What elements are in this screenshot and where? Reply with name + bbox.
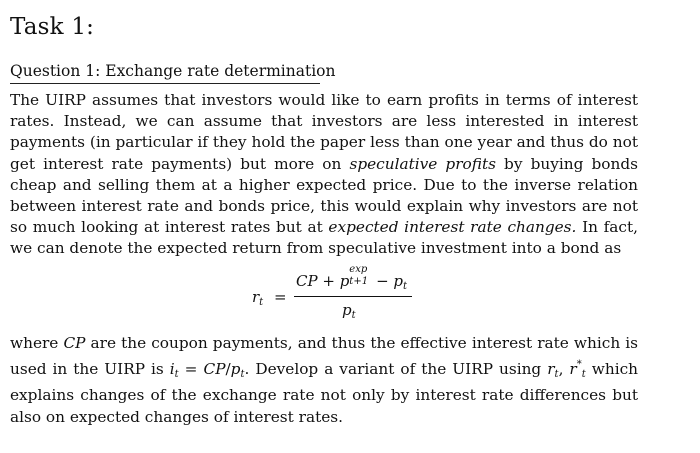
- paragraph1-text-1: The UIRP assumes that investors would like to earn profits in terms of interest rates. Instead, we can assume that investors are less interested in interest payments (in particular if they hold the paper less than one year and thus do not get interest rate payments) but more on: [10, 91, 638, 173]
- formula-equals: =: [274, 288, 287, 306]
- formula-den-sub: t: [351, 310, 356, 321]
- formula-numerator: [296, 264, 408, 292]
- formula-p-next-scripts: [349, 264, 371, 287]
- formula-p-current: p: [393, 272, 404, 290]
- formula-p-next: p: [339, 272, 350, 290]
- formula-lhs-sub: t: [259, 297, 264, 308]
- formula-fraction-bar: [294, 296, 412, 297]
- question-heading: Question 1: Exchange rate determination: [10, 62, 336, 80]
- return-formula: [252, 264, 452, 324]
- paragraph2-p-sub: t: [240, 369, 245, 381]
- paragraph2-text-1: where: [10, 334, 64, 352]
- paragraph2-cp2: CP: [203, 360, 226, 379]
- formula-p-next-sub: t+1: [349, 276, 369, 287]
- paragraph-uirp-description: [10, 90, 638, 260]
- task-title: Task 1:: [10, 14, 95, 40]
- paragraph2-eq: =: [178, 360, 204, 379]
- formula-lhs: [252, 288, 263, 308]
- emphasis-expected-interest-rate-changes: expected interest rate changes.: [328, 218, 577, 237]
- paragraph2-text-4: which explains changes of the exchange rate not only by interest rate differences but also on expected changes of interest rates.: [10, 360, 639, 426]
- paragraph2-comma: ,: [558, 360, 570, 379]
- paragraph2-p: p: [230, 360, 241, 379]
- paragraph2-i: i: [169, 360, 175, 379]
- paragraph2-text-2: are the coupon payments, and thus the effective interest rate which is used in the UIRP is: [10, 334, 638, 379]
- paragraph2-r-sub: t: [554, 369, 559, 381]
- paragraph2-slash: /: [225, 360, 231, 379]
- paragraph1-text-3: In fact, we can denote the expected return from speculative investment into a bond as: [10, 218, 638, 258]
- paragraph2-r-star: r: [569, 360, 577, 379]
- formula-plus: +: [317, 272, 340, 290]
- paragraph2-i-sub: t: [174, 369, 179, 381]
- formula-den-p: p: [342, 301, 352, 319]
- paragraph2-cp: CP: [63, 334, 86, 352]
- paragraph2-text-3: . Develop a variant of the UIRP using: [244, 360, 548, 379]
- question-heading-underline: [10, 83, 320, 84]
- formula-lhs-var: r: [252, 288, 260, 306]
- formula-minus: −: [371, 272, 394, 290]
- paragraph2-r: r: [547, 360, 555, 379]
- paragraph1-text-2: by buying bonds cheap and selling them at a higher expected price. Due to the inverse relation between interest rate and bonds price, this would explain why investors are not so much looking at interest rates but at: [10, 154, 638, 237]
- formula-cp: CP: [296, 272, 318, 290]
- formula-denominator: [342, 301, 356, 321]
- emphasis-speculative-profits: speculative profits: [349, 154, 496, 173]
- formula-p-current-sub: t: [403, 281, 408, 292]
- paragraph2-r-star-sup: *: [576, 359, 582, 371]
- paragraph-task-instructions: [10, 333, 638, 428]
- paragraph2-r-star-sub: t: [581, 369, 586, 381]
- formula-p-next-sup: exp: [349, 264, 368, 275]
